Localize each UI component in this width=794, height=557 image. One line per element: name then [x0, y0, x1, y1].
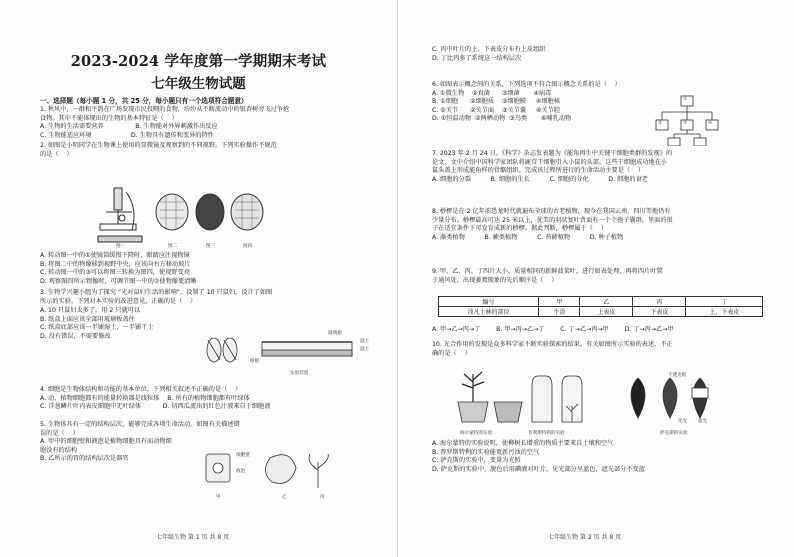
question-9: 9. 甲、乙、丙、丁四片大小、质量相同的新鲜菠菜叶，进行如表处理，再将四片叶置 于通风处，出现萎蔫现象的先后顺序是（ ）: [432, 268, 663, 284]
exam-title: 2023-2024 学年度第一学期期末考试: [70, 53, 327, 70]
question-1: 1. 秋风中，一群和平鸽在广场发现市民投喂的食物，纷纷从不断流动中的银杏树旁飞过争抢 食物。其中不能体现出的生物的基本特征是（ ） A. 生物的生活需要营养 B. 生物能对外界刺激作出反应 C. 生物能适应环境 D. 生物具有遗传和变异的特性: [40, 106, 290, 139]
table-header-cell: 编号: [439, 297, 539, 307]
concept-tree-figure: [648, 94, 728, 146]
tree-node-label: ④: [708, 121, 713, 126]
question-2-options: A. 转动图一中的①使镜筒缓慢下降时，眼睛应注视物镜 B. 将图二中的物像移到视野中央，应该向右方移动玻片 C. 转动图一中的③可以将图三转换为图四，使视野变亮 D. 观察图四所示物像时，可调节图一中的⑦使物像更清晰: [40, 252, 197, 285]
question-9-options: A. 甲→乙→丙→丁 B. 甲→丙→乙→丁 C. 丁→乙→丙→甲 D. 丁→丙→乙→甲: [432, 326, 674, 333]
tree-node-label: ②: [658, 121, 663, 126]
figure-label: 丙: [320, 495, 325, 500]
figure-label: 遮光: [698, 419, 708, 424]
table-header-cell: 丙: [633, 297, 686, 307]
table-cell: 上、下表皮: [686, 307, 763, 317]
question-8: 8. 桫椤是在 2 亿年前恐龙时代就遍布全球的古老植物，现今在我国云南、四川等地仍有 少量分布。桫椤最高可达 25 米以上，优美的羽状复叶背面有一个个孢子囊群，里面的很 子在适宜条件下可发育成新的桫椤。据此判断，桫椤属于（ ） A. 藻类植物 B. 蕨类植物 C. 苔藓植物 D. 种子植物: [432, 208, 673, 241]
question-10: 10. 光合作用的发现是众多科学家不断实验探索的结果。有关如图所示实验的表述，不正 确的是（ ）: [432, 341, 673, 357]
question-2: 2. 如图是小明同学在生物课上使用的显微镜及观察到的不同视野。下列实验操作不规范 的是（ ）: [40, 142, 277, 158]
tree-node-label: ③: [683, 121, 688, 126]
table-header-cell: 乙: [580, 297, 633, 307]
figure-caption: 萨克斯的实验: [660, 431, 688, 436]
table-cell: 不涂: [539, 307, 580, 317]
figure-caption: 图二: [168, 244, 178, 249]
pill-bug-experiment-figure: [200, 330, 370, 370]
figure-caption: 图一: [116, 244, 126, 249]
figure-label: 甲: [216, 495, 221, 500]
figure-label: 玻璃板: [328, 331, 342, 336]
figure-label: 液泡: [236, 469, 246, 474]
tree-node-label: ①: [683, 97, 688, 102]
table-header-cell: 丁: [686, 297, 763, 307]
page-footer: 七年级生物 第 2 页 共 8 页: [548, 534, 622, 541]
figure-label: 不透光纸: [668, 373, 687, 378]
microscope-figure: [92, 180, 267, 250]
figure-label: 纸板: [250, 359, 260, 364]
table-cell: 下表皮: [633, 307, 686, 317]
figure-caption: 图四: [243, 244, 253, 249]
figure-label: 见光: [678, 419, 688, 424]
table-cell: 上表皮: [580, 307, 633, 317]
figure-caption: 海尔蒙特的实验: [460, 431, 493, 436]
exam-page-2: [397, 0, 794, 557]
figure-label: 湿土: [360, 347, 370, 352]
figure-label: 乙: [282, 495, 287, 500]
table-cell: 涂凡士林的部位: [439, 307, 539, 317]
exam-subtitle: 七年级生物试题: [151, 76, 246, 92]
figure-caption: 普利斯特利的实验: [528, 431, 565, 436]
figure-label: 细胞壁: [236, 453, 250, 458]
question-3: 3. 生物学兴趣小组为了探究 “光对鼠妇生活的影响”，设置了 10 只鼠妇，设计了如图 所示的实验。下列对本实验的改进意见，正确的是（ ）: [40, 289, 273, 305]
question-9-table: [438, 296, 763, 317]
question-4: 4. 细胞是生物体结构和功能的基本单位，下列相关叙述不正确的是（ ） A. 动、植物细胞都有的能量转换器是线粒体 B. 所有的植物细胞都有叶绿体 C. 洋葱鳞片叶内表皮细胞中无叶绿体 D. 切西瓜流出的红色汁液来自于细胞液: [40, 386, 271, 411]
question-3-options: A. 10 只鼠妇太多了，用 2 只就可以 B. 纸盒上面应该全部用玻璃板盖住 C. 纸盒底部应该一半铺湿土，一半铺干土 D. 没有错误，不需要修改: [40, 307, 154, 340]
page-footer: 七年级生物 第 1 页 共 8 页: [156, 534, 230, 541]
question-7: 7. 2023 年 2 月 24 日，《科学》杂志发表题为《能角再生中关键干细胞类群的发现》的 论文，文中介绍中国科学家团队将鹿茸干细胞引入小鼠的头部，这些干细胞成功地在小 鼠头盖上形成能角样的骨骼组织。完成该过程所进行的生命活动主要是（ ） A. 细胞的分裂 B. 细胞的生长 C. 细胞的分化 D. 细胞的衰老: [432, 150, 673, 183]
section-heading: 一、选择题（每小题 1 分，共 25 分，每小题只有一个选项符合题意）: [40, 97, 248, 105]
figure-label: 湿土: [360, 339, 370, 344]
figure-caption: 图三: [206, 244, 216, 249]
organization-levels-figure: [200, 448, 340, 500]
figure-label: 实验装置: [290, 371, 309, 376]
table-header-cell: 甲: [539, 297, 580, 307]
question-5-continued: C. 丙中叶片的上、下表皮分布有上皮组织 D. 丁比丙多了系统这一结构层次: [432, 46, 546, 62]
question-10-options: A. 海尔蒙特的实验说明，使柳树长增重的物质主要来自土壤和空气 B. 普罗斯特利的实验能更新污浊的空气 C. 萨克斯的实验中，变量为光照 D. 萨克斯的实验中，脱色后用碘液对叶片，见光部分呈蓝色，遮光部分不变蓝: [432, 440, 645, 473]
question-5: 5. 生物体具有一定的结构层次，能够完成各项生命活动。如图有关描述错误的是（ ） A. 甲中的细胞壁和液泡是植物细胞具有而动物细 胞没有的结构 B. 乙所示的胃的结构层次是器官: [40, 421, 240, 463]
question-6: 6. 如图表示概念间的关系，下列选项不符合图示概念关系的是（ ） A. ①微生物 ②真菌 ③细菌 ④病毒 B. ①细胞 ②细胞质 ③细胞膜 ④细胞核 C. ①关节 ②关节面 ③关节囊 ④关节腔 D. ①恒温动物 ②两栖动物 ③鸟类 ④哺乳动物: [432, 81, 621, 123]
